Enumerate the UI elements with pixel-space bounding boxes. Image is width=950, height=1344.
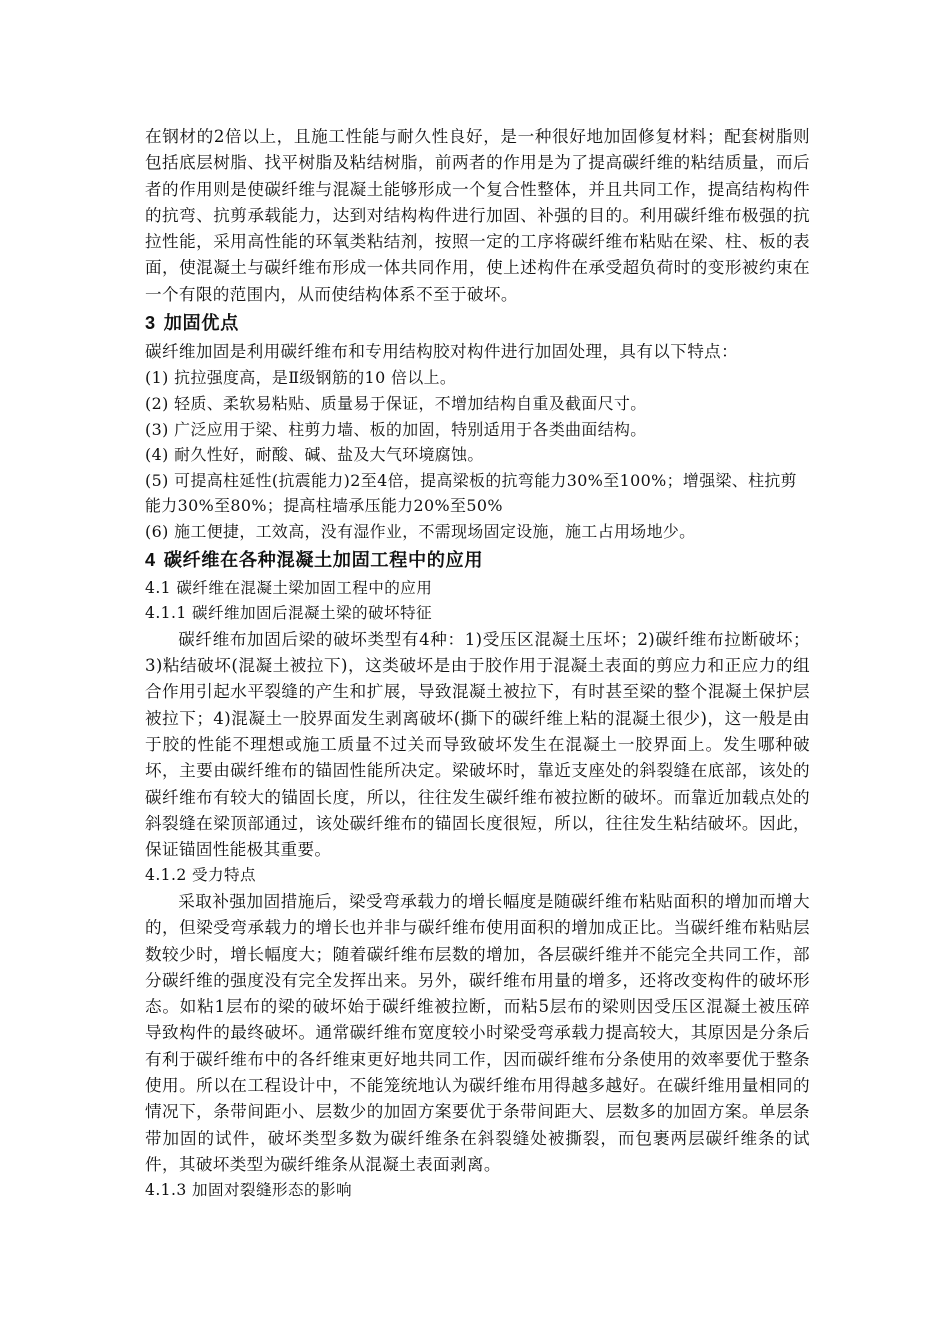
section-3-number: 3 bbox=[145, 313, 156, 334]
feature-item-2: (2) 轻质、柔软易粘贴、质量易于保证，不增加结构自重及截面尺寸。 bbox=[145, 393, 647, 413]
feature-item-4: (4) 耐久性好，耐酸、碱、盐及大气环境腐蚀。 bbox=[145, 445, 484, 465]
subsection-4-1-2-heading: 4.1.2 受力特点 bbox=[145, 866, 257, 885]
subsection-4-1-1-heading: 4.1.1 碳纤维加固后混凝土梁的破坏特征 bbox=[145, 604, 432, 623]
section-3-heading bbox=[145, 308, 810, 339]
feature-item-6: (6) 施工便捷，工效高，没有湿作业，不需现场固定设施，施工占用场地少。 bbox=[145, 521, 696, 541]
document-page bbox=[145, 124, 810, 1204]
feature-item-1: (1) 抗拉强度高，是Ⅱ级钢筋的10 倍以上。 bbox=[145, 368, 457, 388]
section-4-heading bbox=[145, 545, 810, 576]
section-3-lead: 碳纤维加固是利用碳纤维布和专用结构胶对构件进行加固处理，具有以下特点： bbox=[145, 342, 739, 362]
subsection-4-1-3-heading: 4.1.3 加固对裂缝形态的影响 bbox=[145, 1181, 352, 1200]
subsection-4-1-2-paragraph: 采取补强加固措施后，梁受弯承载力的增长幅度是随碳纤维布粘贴面积的增加而增大的，但梁受弯承载力的增长也并非与碳纤维布使用面积的增加成正比。当碳纤维布粘贴层数较少时，增长幅度大；随着碳纤维布层数的增加，各层碳纤维并不能完全共同工作，部分碳纤维的强度没有完全发挥出来。另外，碳纤维布用量的增多，还将改变构件的破坏形态。如粘1层布的梁的破坏始于碳纤维被拉断，而粘5层布的梁则因受压区混凝土被压碎导致构件的最终破坏。通常碳纤维布宽度较小时梁受弯承载力提高较大，其原因是分条后有利于碳纤维布中的各纤维束更好地共同工作，因而碳纤维布分条使用的效率要优于整条使用。所以在工程设计中，不能笼统地认为碳纤维布用得越多越好。在碳纤维用量相同的情况下，条带间距小、层数少的加固方案要优于条带间距大、层数多的加固方案。单层条带加固的试件，破坏类型多数为碳纤维条在斜裂缝处被撕裂，而包裹两层碳纤维条的试件，其破坏类型为碳纤维条从混凝土表面剥离。 bbox=[145, 891, 810, 1174]
subsection-4-1-1-paragraph: 碳纤维布加固后梁的破坏类型有4种：1)受压区混凝土压坏；2)碳纤维布拉断破坏；3)粘结破坏(混凝土被拉下)，这类破坏是由于胶作用于混凝土表面的剪应力和正应力的组合作用引起水平裂缝的产生和扩展，导致混凝土被拉下，有时甚至梁的整个混凝土保护层被拉下；4)混凝土一胶界面发生剥离破坏(撕下的碳纤维上粘的混凝土很少)，这一般是由于胶的性能不理想或施工质量不过关而导致破坏发生在混凝土一胶界面上。发生哪种破坏，主要由碳纤维布的锚固性能所决定。梁破坏时，靠近支座处的斜裂缝在底部，该处的碳纤维布有较大的锚固长度，所以，往往发生碳纤维布被拉断的破坏。而靠近加载点处的斜裂缝在梁顶部通过，该处碳纤维布的锚固长度很短，所以，往往发生粘结破坏。因此，保证锚固性能极其重要。 bbox=[145, 629, 810, 860]
subsection-4-1-heading: 4.1 碳纤维在混凝土梁加固工程中的应用 bbox=[145, 578, 433, 597]
feature-item-3: (3) 广泛应用于梁、柱剪力墙、板的加固，特别适用于各类曲面结构。 bbox=[145, 419, 647, 439]
intro-paragraph: 在钢材的2倍以上，且施工性能与耐久性良好，是一种很好地加固修复材料；配套树脂则包括底层树脂、找平树脂及粘结树脂，前两者的作用是为了提高碳纤维的粘结质量，而后者的作用则是使碳纤维与混凝土能够形成一个复合性整体，并且共同工作，提高结构构件的抗弯、抗剪承载能力，达到对结构构件进行加固、补强的目的。利用碳纤维布极强的抗拉性能，采用高性能的环氧类粘结剂，按照一定的工序将碳纤维布粘贴在梁、柱、板的表面，使混凝土与碳纤维布形成一体共同作用，使上述构件在承受超负荷时的变形被约束在一个有限的范围内，从而使结构体系不至于破坏。 bbox=[145, 127, 810, 304]
section-4-title: 碳纤维在各种混凝土加固工程中的应用 bbox=[163, 549, 484, 571]
section-3-title: 加固优点 bbox=[163, 313, 239, 335]
section-4-number: 4 bbox=[145, 549, 156, 570]
feature-item-5: (5) 可提高柱延性(抗震能力)2至4倍，提高梁板的抗弯能力30%至100%；增强梁、柱抗剪能力30%至80%；提高柱墙承压能力20%至50% bbox=[145, 470, 797, 516]
